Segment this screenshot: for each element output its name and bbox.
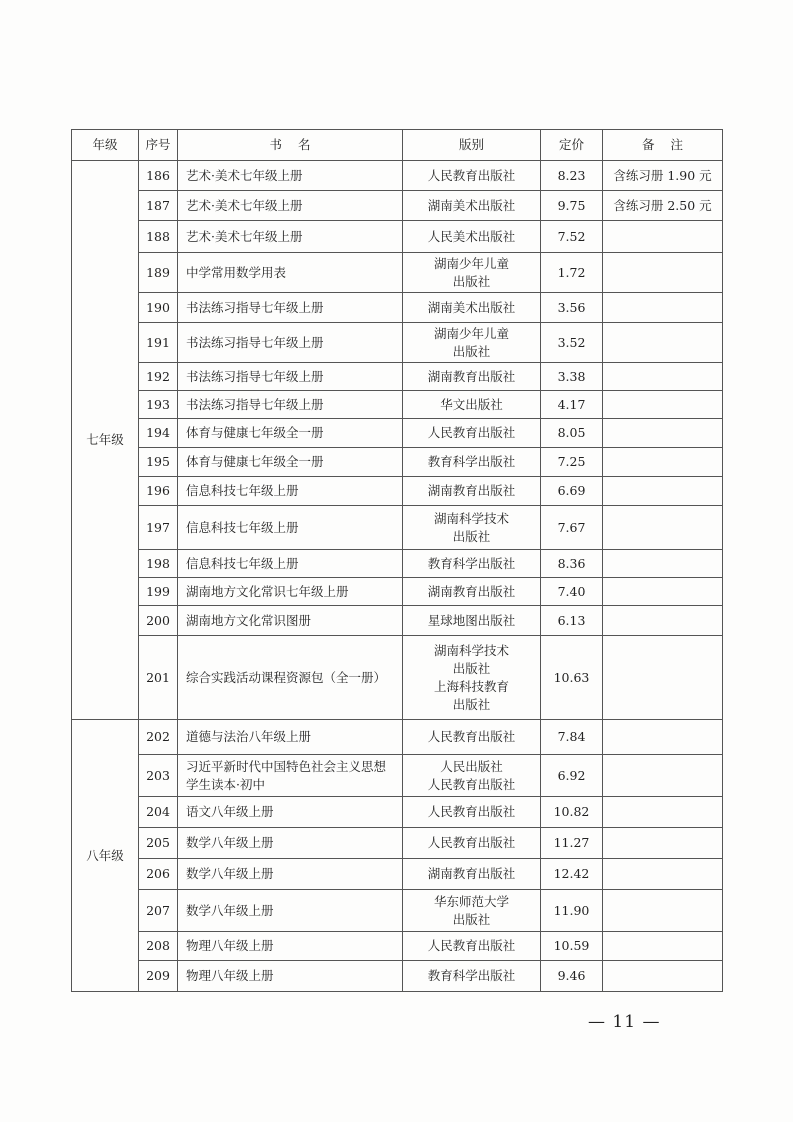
serial-number-cell: 193 [139,391,178,419]
publisher-cell [403,191,541,221]
book-title-cell: 数学八年级上册 [178,890,403,932]
table-row [72,161,723,191]
publisher-line: 华东师范大学 [433,893,509,909]
note-cell [603,606,723,636]
publisher-line: 教育科学出版社 [427,555,516,571]
note-cell [603,477,723,506]
book-title-cell: 综合实践活动课程资源包（全一册） [178,636,403,720]
publisher-cell [403,755,541,797]
publisher-line: 湖南教育出版社 [427,483,516,498]
book-title-cell: 艺术·美术七年级上册 [178,221,403,253]
publisher-cell [403,606,541,636]
book-title-cell: 书法练习指导七年级上册 [178,363,403,391]
book-title-cell: 体育与健康七年级全一册 [178,448,403,477]
publisher-line: 人民教育出版社 [427,729,516,744]
book-price-table [71,129,723,992]
price-cell: 3.38 [541,363,603,391]
serial-number-cell: 201 [139,636,178,720]
table-row [72,755,723,797]
serial-number-cell: 200 [139,606,178,636]
publisher-cell [403,506,541,550]
table-row [72,550,723,578]
note-cell [603,293,723,323]
note-cell [603,448,723,477]
serial-number-cell: 191 [139,323,178,363]
serial-number-cell: 190 [139,293,178,323]
book-title-cell: 艺术·美术七年级上册 [178,161,403,191]
publisher-line: 出版社 [452,528,491,544]
table-body [72,161,723,992]
book-title-cell: 体育与健康七年级全一册 [178,419,403,448]
header-price: 定价 [541,130,603,161]
table-row [72,363,723,391]
note-cell [603,828,723,859]
publisher-cell [403,477,541,506]
publisher-line: 教育科学出版社 [427,454,516,469]
note-cell [603,720,723,755]
note-cell [603,961,723,992]
note-cell [603,797,723,828]
publisher-line: 湖南少年儿童 [433,255,509,271]
table-row [72,293,723,323]
book-title-cell: 物理八年级上册 [178,961,403,992]
note-cell: 含练习册 1.90 元 [603,161,723,191]
publisher-cell [403,720,541,755]
book-title-cell: 中学常用数学用表 [178,253,403,293]
table-row [72,932,723,961]
table-row [72,477,723,506]
publisher-line: 人民教育出版社 [427,835,516,850]
price-cell: 7.67 [541,506,603,550]
serial-number-cell: 192 [139,363,178,391]
table-row [72,636,723,720]
serial-number-cell: 188 [139,221,178,253]
header-grade: 年级 [72,130,139,161]
price-cell: 3.52 [541,323,603,363]
price-cell: 4.17 [541,391,603,419]
serial-number-cell: 206 [139,859,178,890]
table-header-row [72,130,723,161]
publisher-line: 人民美术出版社 [427,228,516,244]
publisher-line: 上海科技教育 [433,678,509,694]
table-row [72,961,723,992]
serial-number-cell: 195 [139,448,178,477]
price-cell: 8.36 [541,550,603,578]
note-cell [603,363,723,391]
note-cell [603,755,723,797]
page-number: — 11 — [588,1012,661,1032]
note-cell [603,578,723,606]
price-cell: 9.46 [541,961,603,992]
header-note: 备 注 [603,130,723,161]
table-row [72,391,723,419]
serial-number-cell: 189 [139,253,178,293]
publisher-line: 人民出版社 [440,758,503,774]
table-row [72,606,723,636]
publisher-line: 出版社 [452,343,491,359]
publisher-line: 人民教育出版社 [427,167,516,183]
book-title-cell: 数学八年级上册 [178,859,403,890]
price-cell: 7.84 [541,720,603,755]
header-publisher: 版别 [403,130,541,161]
publisher-line: 出版社 [452,660,491,676]
note-cell [603,391,723,419]
publisher-line: 湖南教育出版社 [427,866,516,881]
publisher-line: 湖南教育出版社 [427,368,516,384]
note-cell [603,419,723,448]
serial-number-cell: 197 [139,506,178,550]
price-cell: 6.92 [541,755,603,797]
price-cell: 11.90 [541,890,603,932]
note-cell [603,323,723,363]
book-title-cell: 艺术·美术七年级上册 [178,191,403,221]
publisher-cell [403,636,541,720]
table-row [72,419,723,448]
publisher-line: 人民教育出版社 [427,425,516,440]
publisher-cell [403,419,541,448]
serial-number-cell: 186 [139,161,178,191]
publisher-line: 人民教育出版社 [427,938,516,953]
note-cell [603,890,723,932]
table-row [72,578,723,606]
price-cell: 11.27 [541,828,603,859]
book-title-cell: 书法练习指导七年级上册 [178,323,403,363]
publisher-cell [403,578,541,606]
price-cell: 7.25 [541,448,603,477]
table-row [72,828,723,859]
publisher-line: 教育科学出版社 [427,968,516,983]
book-title-cell: 数学八年级上册 [178,828,403,859]
note-cell: 含练习册 2.50 元 [603,191,723,221]
publisher-line: 出版社 [452,273,491,289]
serial-number-cell: 198 [139,550,178,578]
price-cell: 10.59 [541,932,603,961]
serial-number-cell: 207 [139,890,178,932]
publisher-cell [403,391,541,419]
serial-number-cell: 209 [139,961,178,992]
publisher-line: 华文出版社 [440,396,503,412]
serial-number-cell: 205 [139,828,178,859]
publisher-line: 人民教育出版社 [427,804,516,819]
publisher-cell [403,253,541,293]
publisher-line: 湖南科学技术 [433,510,509,526]
serial-number-cell: 208 [139,932,178,961]
book-title-cell: 书法练习指导七年级上册 [178,391,403,419]
publisher-cell [403,932,541,961]
publisher-line: 湖南少年儿童 [433,325,509,341]
serial-number-cell: 202 [139,720,178,755]
book-title-cell: 湖南地方文化常识七年级上册 [178,578,403,606]
price-cell: 1.72 [541,253,603,293]
price-cell: 9.75 [541,191,603,221]
publisher-line: 湖南科学技术 [433,642,509,658]
serial-number-cell: 196 [139,477,178,506]
publisher-cell [403,890,541,932]
publisher-cell [403,363,541,391]
price-cell: 7.40 [541,578,603,606]
table-row [72,859,723,890]
table-row [72,253,723,293]
publisher-line: 人民教育出版社 [427,776,516,792]
book-title-cell: 信息科技七年级上册 [178,477,403,506]
serial-number-cell: 194 [139,419,178,448]
table-row [72,221,723,253]
price-cell: 12.42 [541,859,603,890]
publisher-cell [403,797,541,828]
serial-number-cell: 187 [139,191,178,221]
note-cell [603,932,723,961]
publisher-cell [403,161,541,191]
publisher-line: 出版社 [452,696,491,712]
book-title-cell: 信息科技七年级上册 [178,506,403,550]
publisher-cell [403,448,541,477]
price-cell: 8.05 [541,419,603,448]
table-row [72,448,723,477]
book-title-cell: 湖南地方文化常识图册 [178,606,403,636]
price-cell: 6.69 [541,477,603,506]
price-cell: 7.52 [541,221,603,253]
note-cell [603,859,723,890]
publisher-line: 湖南美术出版社 [427,197,516,213]
serial-number-cell: 203 [139,755,178,797]
publisher-line: 出版社 [452,911,491,927]
book-title-cell: 习近平新时代中国特色社会主义思想学生读本·初中 [178,755,403,797]
publisher-cell [403,828,541,859]
price-cell: 3.56 [541,293,603,323]
publisher-cell [403,961,541,992]
publisher-cell [403,323,541,363]
book-title-cell: 物理八年级上册 [178,932,403,961]
table-row [72,720,723,755]
publisher-cell [403,293,541,323]
publisher-cell [403,221,541,253]
note-cell [603,253,723,293]
publisher-cell [403,550,541,578]
note-cell [603,550,723,578]
note-cell [603,636,723,720]
note-cell [603,506,723,550]
publisher-line: 湖南美术出版社 [427,299,516,315]
serial-number-cell: 204 [139,797,178,828]
table-row [72,191,723,221]
book-title-cell: 语文八年级上册 [178,797,403,828]
price-cell: 10.63 [541,636,603,720]
price-cell: 10.82 [541,797,603,828]
price-cell: 8.23 [541,161,603,191]
grade-cell: 八年级 [72,720,139,992]
grade-cell: 七年级 [72,161,139,720]
book-title-cell: 道德与法治八年级上册 [178,720,403,755]
publisher-line: 湖南教育出版社 [427,583,516,599]
header-no: 序号 [139,130,178,161]
table-row [72,323,723,363]
note-cell [603,221,723,253]
table-row [72,890,723,932]
serial-number-cell: 199 [139,578,178,606]
publisher-cell [403,859,541,890]
price-cell: 6.13 [541,606,603,636]
header-title: 书 名 [178,130,403,161]
table-row [72,506,723,550]
table-row [72,797,723,828]
book-title-cell: 书法练习指导七年级上册 [178,293,403,323]
book-title-cell: 信息科技七年级上册 [178,550,403,578]
publisher-line: 星球地图出版社 [427,612,516,628]
